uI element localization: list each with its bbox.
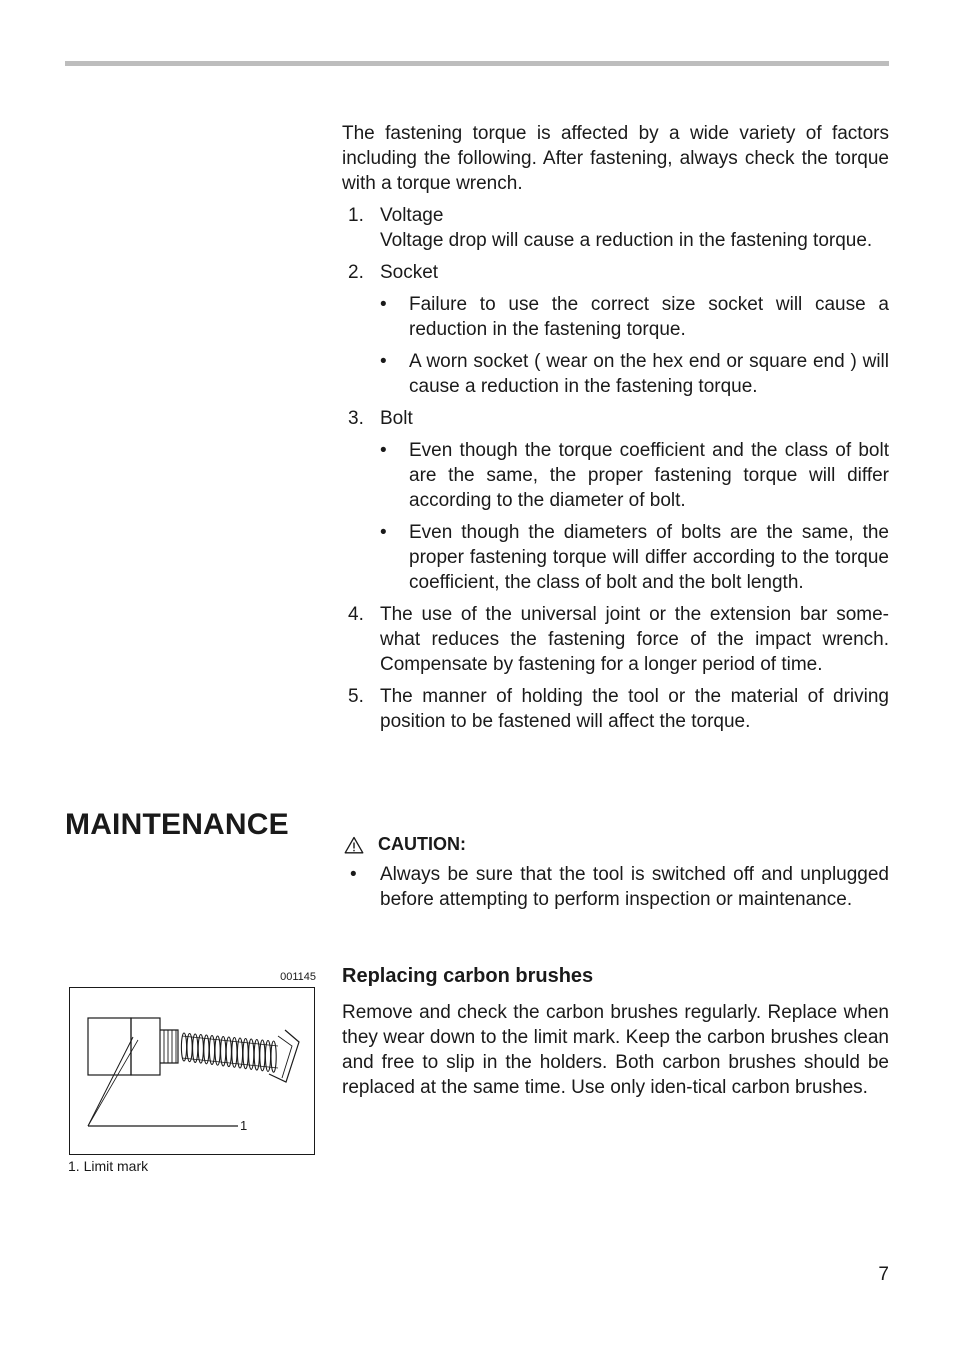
spring-coil — [181, 1033, 186, 1061]
figure-callout-number: 1 — [240, 1118, 248, 1133]
factor-title: Socket — [380, 262, 439, 283]
page-number: 7 — [878, 1264, 889, 1285]
factor-text: The use of the universal joint or the extension bar some-what reduces the fastening force of the impact wrench. Compensate by fastening for a longer period of time. — [380, 604, 889, 675]
factor-number: 4. — [348, 604, 364, 625]
bullet-text: Even though the diameters of bolts are the same, the proper fastening torque will differ according to the torque coefficient, the class of bolt and the bolt length. — [409, 522, 889, 593]
factor-number: 5. — [348, 686, 364, 707]
bullet-text: A worn socket ( wear on the hex end or square end ) will cause a reduction in the fastening torque. — [409, 351, 889, 397]
caution-header — [342, 832, 889, 857]
bullet-icon: • — [380, 351, 387, 372]
caution-list — [342, 862, 889, 912]
spring-coil — [232, 1038, 237, 1068]
bullet-icon: • — [380, 440, 387, 461]
factor-text: The manner of holding the tool or the material of driving position to be fastened will affect the torque. — [380, 686, 889, 732]
factor-number: 3. — [348, 408, 364, 429]
caution-text: Always be sure that the tool is switched off and unplugged before attempting to perform inspection or maintenance. — [380, 864, 889, 910]
bullet-item — [380, 349, 889, 399]
intro-paragraph: The fastening torque is affected by a wide variety of factors including the following. After fastening, always check the torque with a torque wrench. — [342, 123, 889, 194]
spring-coil — [204, 1035, 209, 1064]
spring-coil — [221, 1037, 226, 1066]
factor-item-socket — [342, 260, 889, 399]
bullet-text: Failure to use the correct size socket will cause a reduction in the fastening torque. — [409, 294, 889, 340]
brush-body-right — [131, 1018, 160, 1075]
figure-code: 001145 — [280, 971, 316, 983]
warning-triangle-icon — [344, 836, 364, 854]
bullet-text: Even though the torque coefficient and the class of bolt are the same, the proper fastening torque will differ according to the diameter of bolt. — [409, 440, 889, 511]
spring-coil — [237, 1038, 242, 1068]
bullet-list — [380, 292, 889, 399]
bullet-icon: • — [350, 864, 357, 885]
spring-coil — [226, 1037, 231, 1067]
factor-number: 2. — [348, 262, 364, 283]
caution-item — [342, 862, 889, 912]
factor-title: Voltage — [380, 205, 444, 226]
spring-coil — [198, 1035, 203, 1064]
header-rule — [65, 61, 889, 66]
bullet-item — [380, 520, 889, 595]
bullet-item — [380, 438, 889, 513]
bullet-list — [380, 438, 889, 595]
spring-coil — [193, 1034, 198, 1062]
factor-item-bolt — [342, 406, 889, 595]
carbon-brushes-paragraph: Remove and check the carbon brushes regularly. Replace when they wear down to the limit mark. Keep the carbon brushes clean and free to slip in the holders. Both carbon brushes should be replaced at the same time. Use only iden-tical carbon brushes. — [342, 1002, 889, 1098]
caution-block — [342, 832, 889, 912]
spring-coil — [209, 1036, 214, 1065]
factor-title: Bolt — [380, 408, 413, 429]
carbon-brushes-heading: Replacing carbon brushes — [342, 965, 594, 987]
maintenance-heading: MAINTENANCE — [65, 808, 289, 841]
spring-coil — [187, 1034, 192, 1062]
factor-list — [342, 203, 889, 734]
factor-item-holding — [342, 684, 889, 734]
factor-text: Voltage drop will cause a reduction in the fastening torque. — [380, 230, 873, 251]
spring-coil — [243, 1039, 248, 1069]
brush-body-left — [88, 1018, 131, 1075]
bullet-icon: • — [380, 522, 387, 543]
bullet-icon: • — [380, 294, 387, 315]
carbon-brush-figure — [69, 987, 315, 1155]
caution-label: CAUTION: — [378, 834, 466, 854]
bullet-item — [380, 292, 889, 342]
factor-item-voltage — [342, 203, 889, 253]
factor-number: 1. — [348, 205, 364, 226]
figure-caption: 1. Limit mark — [68, 1158, 149, 1174]
spring-coil — [215, 1036, 220, 1065]
factor-item-extension — [342, 602, 889, 677]
carbon-brush-illustration — [70, 988, 316, 1156]
torque-section — [342, 121, 889, 741]
